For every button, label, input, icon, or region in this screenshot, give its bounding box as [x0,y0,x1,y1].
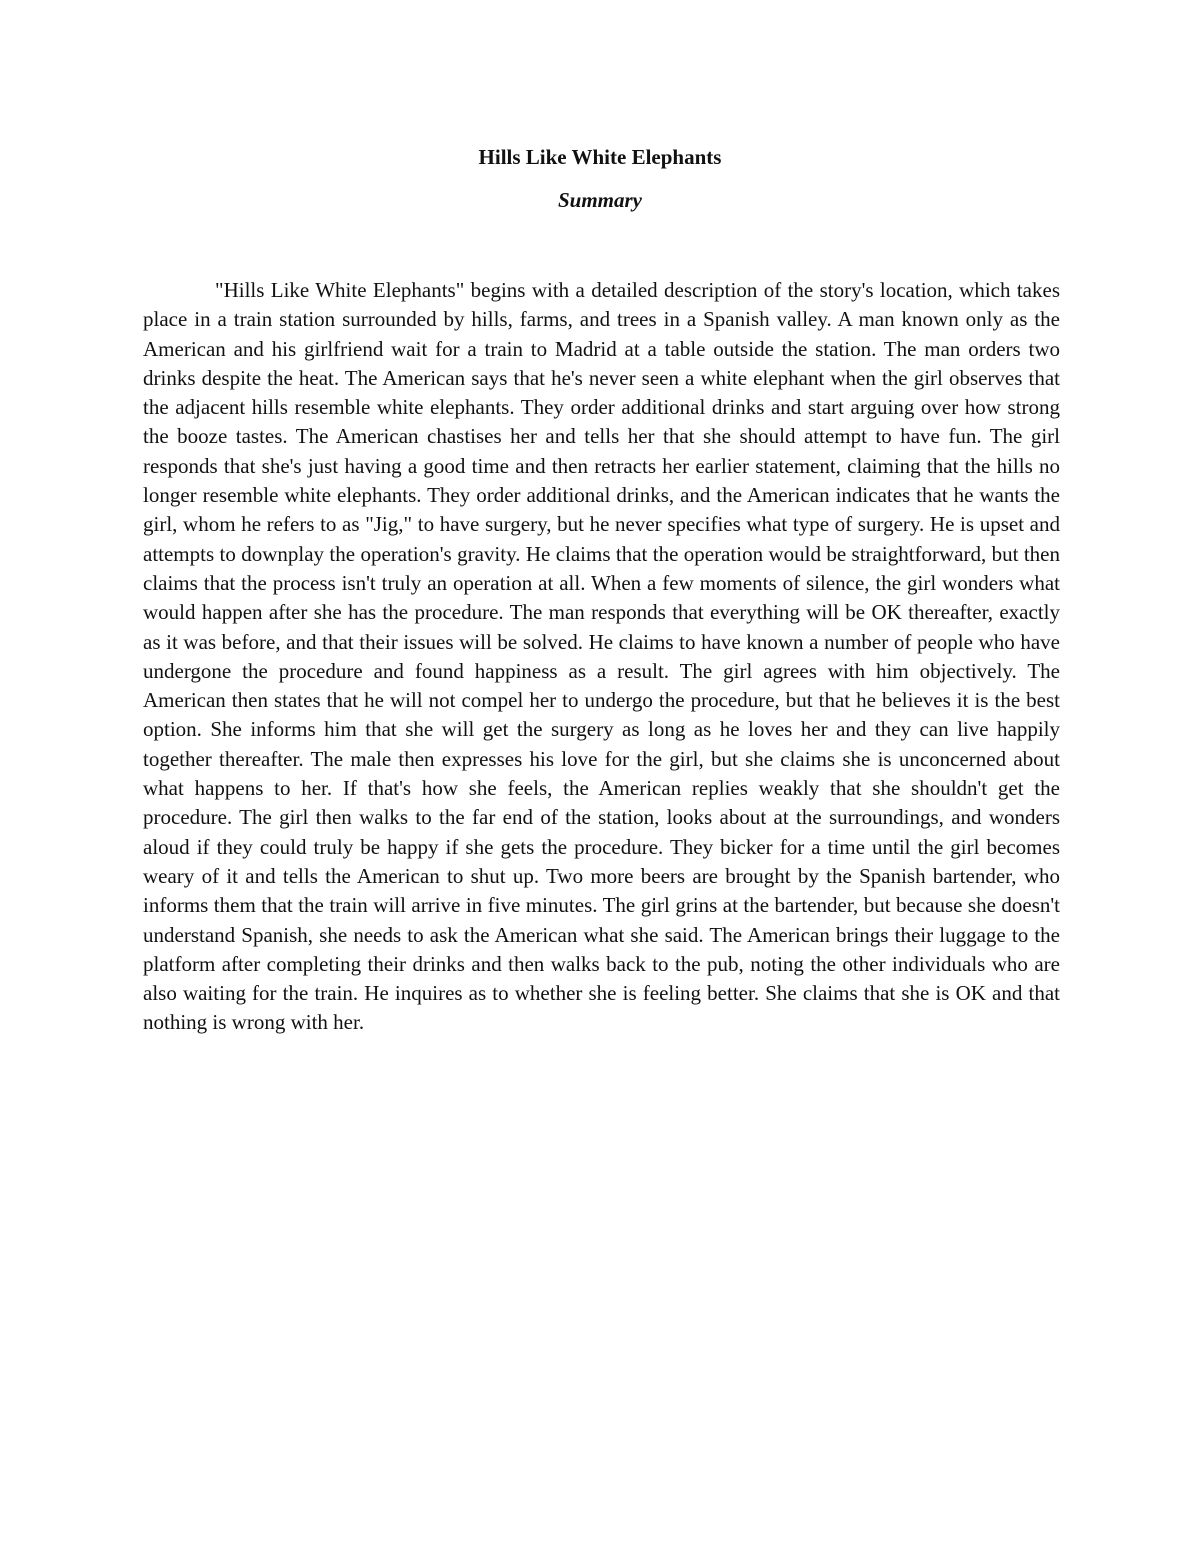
document-subtitle: Summary [557,188,643,212]
document-title: Hills Like White Elephants [478,145,722,169]
summary-paragraph: "Hills Like White Elephants" begins with a detailed description of the story's location, which takes place in a train station surrounded by hills, farms, and trees in a Spanish valley. A man known only as the American and his girlfriend wait for a train to Madrid at a table outside the station. The man orders two drinks despite the heat. The American says that he's never seen a white elephant when the girl observes that the adjacent hills resemble white elephants. They order additional drinks and start arguing over how strong the booze tastes. The American chastises her and tells her that she should attempt to have fun. The girl responds that she's just having a good time and then retracts her earlier statement, claiming that the hills no longer resemble white elephants. They order additional drinks, and the American indicates that he wants the girl, whom he refers to as "Jig," to have surgery, but he never specifies what type of surgery. He is upset and attempts to downplay the operation's gravity. He claims that the operation would be straightforward, but then claims that the process isn't truly an operation at all. When a few moments of silence, the girl wonders what would happen after she has the procedure. The man responds that everything will be OK thereafter, exactly as it was before, and that their issues will be solved. He claims to have known a number of people who have undergone the procedure and found happiness as a result. The girl agrees with him objectively. The American then states that he will not compel her to undergo the procedure, but that he believes it is the best option. She informs him that she will get the surgery as long as he loves her and they can live happily together thereafter. The male then expresses his love for the girl, but she claims she is unconcerned about what happens to her. If that's how she feels, the American replies weakly that she shouldn't get the procedure. The girl then walks to the far end of the station, looks about at the surroundings, and wonders aloud if they could truly be happy if she gets the procedure. They bicker for a time until the girl becomes weary of it and tells the American to shut up. Two more beers are brought by the Spanish bartender, who informs them that the train will arrive in five minutes. The girl grins at the bartender, but because she doesn't understand Spanish, she needs to ask the American what she said. The American brings their luggage to the platform after completing their drinks and then walks back to the pub, noting the other individuals who are also waiting for the train. He inquires as to whether she is feeling better. She claims that she is OK and that nothing is wrong with her. [143,278,1060,1035]
